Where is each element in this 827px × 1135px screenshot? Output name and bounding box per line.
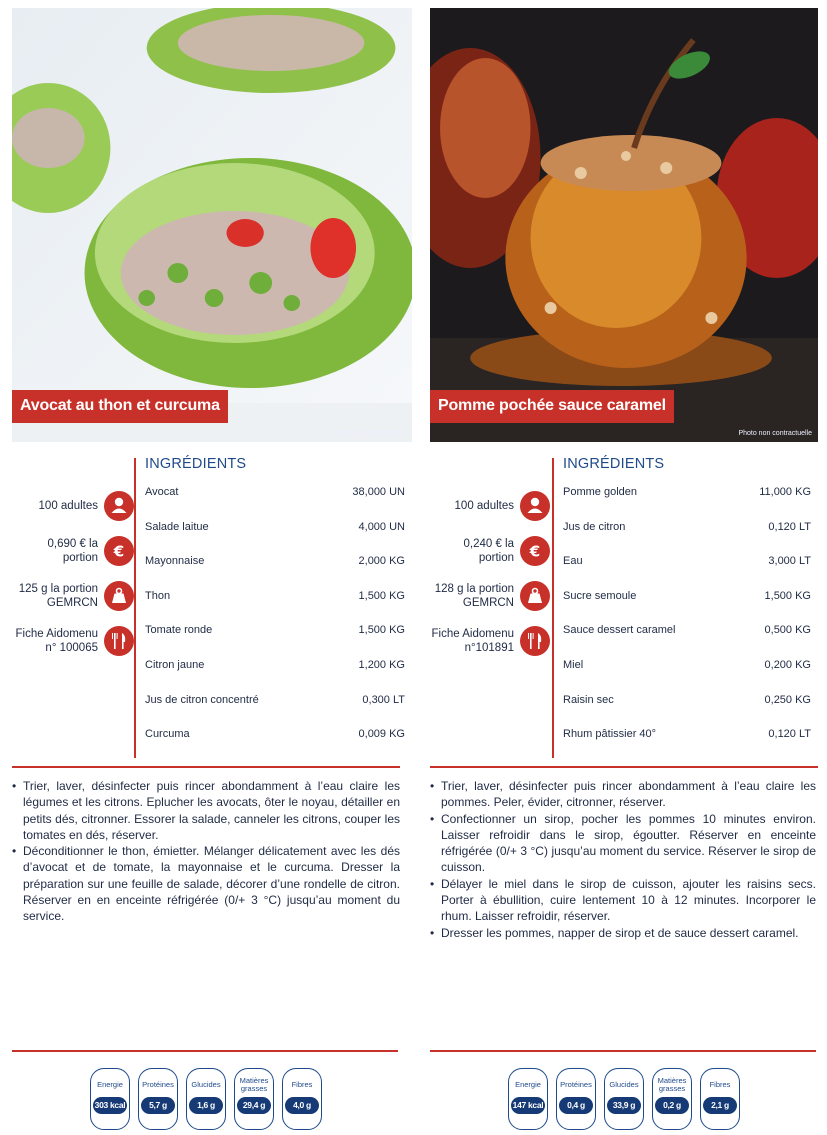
nutrition-label: Glucides [609, 1080, 639, 1089]
svg-text:€: € [113, 542, 125, 561]
reference-info [430, 625, 550, 657]
people-icon [520, 491, 550, 521]
section-divider [12, 1050, 398, 1052]
ingredient-row [145, 621, 405, 656]
ingredient-quantity: 11,000 KG [759, 486, 811, 498]
portion-text: 125 g la portion GEMRCN [18, 583, 98, 609]
recipe-title: Pomme pochée sauce caramel [430, 390, 674, 423]
recipe-card-pomme [430, 0, 818, 1135]
ingredient-quantity: 1,500 KG [764, 589, 811, 602]
recipe-photo [430, 8, 818, 442]
column-divider [552, 458, 554, 758]
apple-photo-illustration [430, 8, 818, 442]
nutrition-label: Protéines [560, 1080, 592, 1089]
ingredient-name: Salade laitue [145, 520, 209, 533]
nutrition-carbs [186, 1068, 226, 1130]
euro-icon [104, 536, 134, 566]
cutlery-icon [520, 626, 550, 656]
nutrition-energy [90, 1068, 130, 1130]
ingredient-name: Curcuma [145, 728, 190, 741]
ingredient-row [563, 691, 811, 726]
nutrition-value: 29,4 g [237, 1097, 271, 1114]
recipe-card-avocat [12, 0, 412, 1135]
ingredient-row [563, 483, 811, 518]
ingredient-row [145, 483, 405, 518]
nutrition-value: 0,4 g [559, 1097, 593, 1114]
recipe-photo [12, 8, 412, 442]
ingredient-row [145, 587, 405, 622]
nutrition-value: 2,1 g [703, 1097, 737, 1114]
nutrition-energy [508, 1068, 548, 1130]
ingredient-quantity: 0,120 LT [768, 520, 811, 533]
nutrition-value: 5,7 g [141, 1097, 175, 1114]
weight-icon [520, 581, 550, 611]
servings-text: 100 adultes [454, 500, 514, 512]
price-text: 0,240 € la portion [463, 538, 514, 564]
column-divider [134, 458, 136, 758]
ingredient-row [145, 518, 405, 553]
ingredients-section [563, 456, 811, 760]
euro-icon [520, 536, 550, 566]
ingredient-name: Raisin sec [563, 693, 614, 706]
step-item: • Dresser les pommes, napper de sirop et de sauce dessert caramel. [430, 925, 816, 941]
ingredient-name: Pomme golden [563, 486, 637, 498]
servings-info [12, 490, 134, 522]
people-icon [104, 491, 134, 521]
ingredient-row [563, 587, 811, 622]
salad-photo-illustration [12, 8, 412, 442]
price-text: 0,690 € la portion [47, 538, 98, 564]
ingredients-heading: INGRÉDIENTS [145, 456, 247, 472]
ingredient-name: Jus de citron concentré [145, 693, 259, 706]
ingredient-row [563, 518, 811, 553]
reference-text: Fiche Aidomenu n°101891 [431, 628, 514, 654]
ingredient-name: Sauce dessert caramel [563, 624, 676, 637]
nutrition-value: 33,9 g [607, 1097, 641, 1114]
ingredient-name: Miel [563, 658, 584, 671]
ingredient-name: Sucre semoule [563, 589, 637, 602]
section-divider [12, 766, 400, 768]
ingredient-quantity: 1,500 KG [358, 624, 405, 637]
ingredient-quantity: 2,000 KG [358, 555, 405, 568]
ingredients-section [145, 456, 405, 760]
ingredient-row [563, 621, 811, 656]
ingredient-quantity: 0,500 KG [764, 624, 811, 637]
nutrition-label: Glucides [191, 1080, 221, 1089]
ingredient-row [145, 691, 405, 726]
ingredient-name: Jus de citron [563, 520, 626, 533]
price-info [12, 535, 134, 567]
step-item: • Déconditionner le thon, émietter. Mélanger délicatement avec les dés d’avocat et de tomate, la mayonnaise et le curcuma. Dresser la préparation sur une feuille de salade, décorer d’une rondelle de citron. Réserver en en enceinte réfrigérée (0/+ 3 °C) jusqu’au moment du service. [12, 843, 400, 924]
step-item: • Délayer le miel dans le sirop de cuisson, ajouter les raisins secs. Porter à ébullition, cuire lentement 10 à 12 minutes. Incorporer le rhum. Laisser refroidir, réserver. [430, 876, 816, 925]
recipe-title: Avocat au thon et curcuma [12, 390, 228, 423]
ingredient-row [145, 656, 405, 691]
portion-text: 128 g la portion GEMRCN [434, 583, 514, 609]
ingredient-quantity: 1,200 KG [358, 658, 405, 671]
section-divider [430, 1050, 816, 1052]
nutrition-label: Protéines [142, 1080, 174, 1089]
step-item: • Trier, laver, désinfecter puis rincer abondamment à l’eau claire les légumes et les citrons. Eplucher les avocats, ôter le noyau, détailler en petits dés, citronner. Essorer la salade, canneler les citrons, couper les tomates en dés, réserver. [12, 778, 400, 843]
nutrition-value: 303 kcal [93, 1097, 127, 1114]
ingredient-name: Thon [145, 589, 171, 602]
ingredient-row [563, 552, 811, 587]
preparation-steps [12, 778, 400, 925]
nutrition-label: Matières grasses [657, 1076, 687, 1093]
nutrition-carbs [604, 1068, 644, 1130]
nutrition-label: Energie [97, 1080, 123, 1089]
portion-info [430, 580, 550, 612]
ingredient-name: Avocat [145, 486, 179, 498]
ingredient-quantity: 4,000 UN [358, 520, 405, 533]
nutrition-fibers [700, 1068, 740, 1130]
ingredient-row [563, 725, 811, 760]
ingredient-name: Mayonnaise [145, 555, 205, 568]
nutrition-label: Matières grasses [239, 1076, 269, 1093]
reference-text: Fiche Aidomenu n° 100065 [15, 628, 98, 654]
nutrition-proteins [556, 1068, 596, 1130]
ingredient-row [145, 552, 405, 587]
price-info [430, 535, 550, 567]
ingredient-quantity: 0,250 KG [764, 693, 811, 706]
servings-text: 100 adultes [38, 500, 98, 512]
section-divider [430, 766, 818, 768]
ingredient-name: Rhum pâtissier 40° [563, 728, 657, 741]
weight-icon [104, 581, 134, 611]
nutrition-label: Fibres [291, 1080, 313, 1089]
nutrition-label: Energie [515, 1080, 541, 1089]
nutrition-fat [652, 1068, 692, 1130]
nutrition-value: 0,2 g [655, 1097, 689, 1114]
nutrition-value: 147 kcal [511, 1097, 545, 1114]
ingredient-quantity: 0,120 LT [768, 728, 811, 741]
nutrition-value: 1,6 g [189, 1097, 223, 1114]
preparation-steps [430, 778, 816, 941]
ingredient-name: Tomate ronde [145, 624, 213, 637]
ingredient-quantity: 0,300 LT [362, 693, 405, 706]
ingredients-heading: INGRÉDIENTS [563, 456, 665, 472]
nutrition-panel [90, 1068, 322, 1130]
ingredient-name: Citron jaune [145, 658, 205, 671]
nutrition-value: 4,0 g [285, 1097, 319, 1114]
ingredient-quantity: 0,009 KG [358, 728, 405, 741]
servings-info [430, 490, 550, 522]
ingredient-quantity: 38,000 UN [352, 486, 405, 498]
cutlery-icon [104, 626, 134, 656]
nutrition-panel [508, 1068, 740, 1130]
nutrition-label: Fibres [709, 1080, 731, 1089]
nutrition-proteins [138, 1068, 178, 1130]
step-item: • Confectionner un sirop, pocher les pommes 10 minutes environ. Laisser refroidir dans le sirop, égoutter. Réserver en enceinte réfrigérée (0/+ 3 °C) jusqu’au moment du service. Réserver le sirop de cuisson. [430, 811, 816, 876]
ingredient-name: Eau [563, 555, 583, 568]
nutrition-fibers [282, 1068, 322, 1130]
photo-disclaimer: Photo non contractuelle [332, 430, 406, 437]
portion-info [12, 580, 134, 612]
ingredient-row [145, 725, 405, 760]
svg-text:€: € [529, 542, 541, 561]
reference-info [12, 625, 134, 657]
ingredient-quantity: 3,000 LT [768, 555, 811, 568]
ingredient-row [563, 656, 811, 691]
step-item: • Trier, laver, désinfecter puis rincer abondamment à l’eau claire les pommes. Peler, évider, citronner, réserver. [430, 778, 816, 811]
ingredient-quantity: 1,500 KG [358, 589, 405, 602]
ingredient-quantity: 0,200 KG [764, 658, 811, 671]
nutrition-fat [234, 1068, 274, 1130]
photo-disclaimer: Photo non contractuelle [738, 430, 812, 437]
